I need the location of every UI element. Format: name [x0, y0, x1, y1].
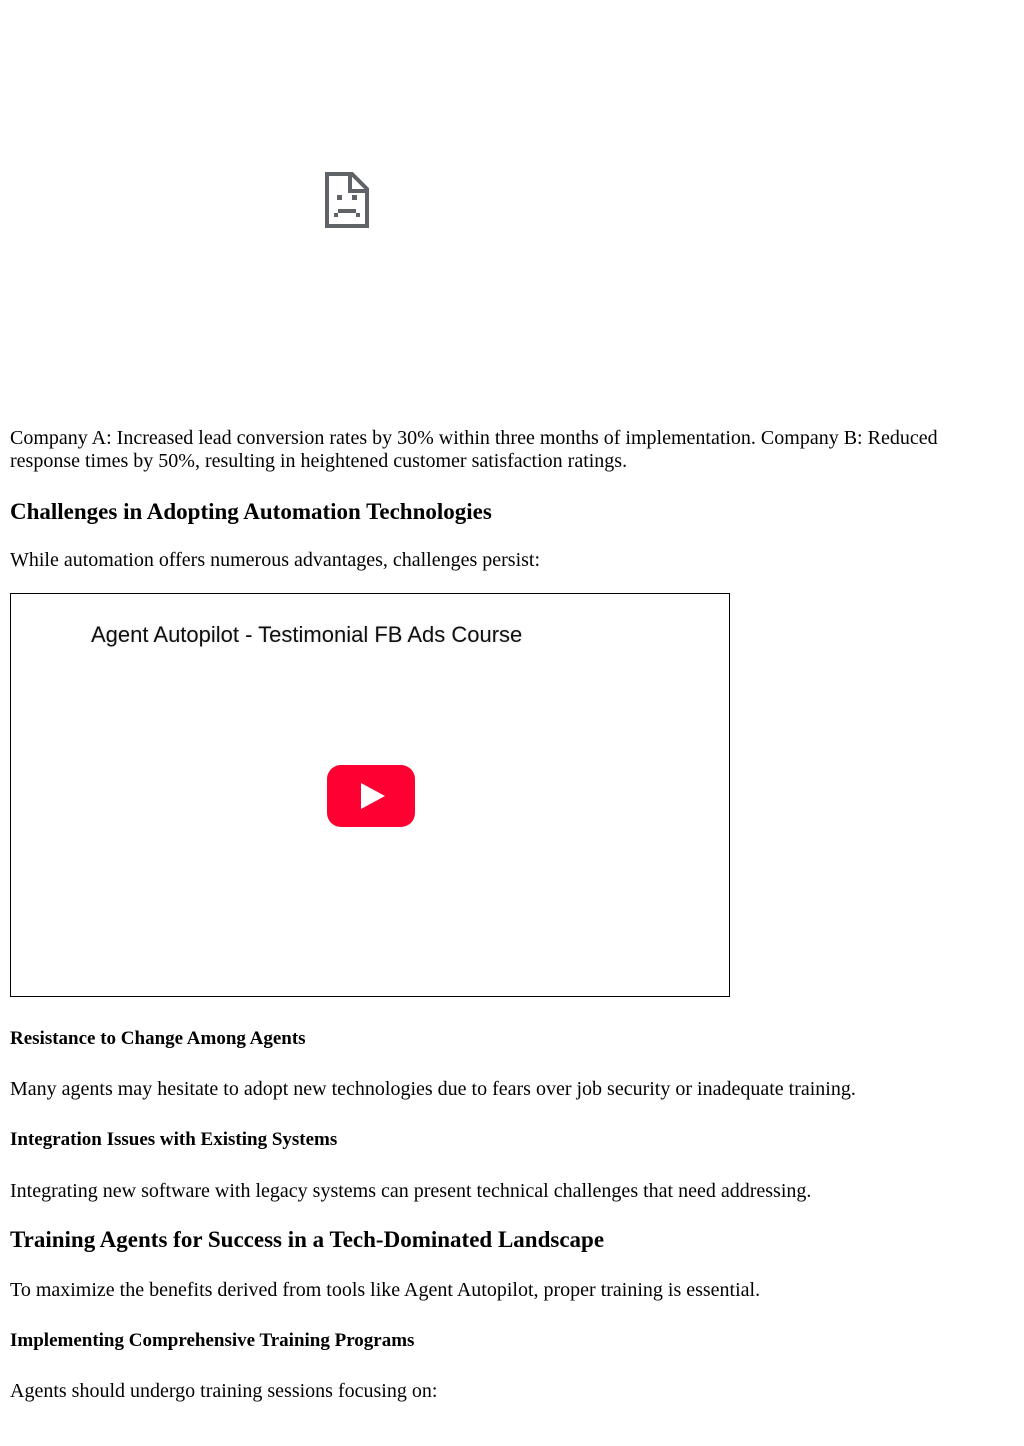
resistance-heading: Resistance to Change Among Agents [10, 1028, 306, 1049]
play-button[interactable] [327, 765, 415, 827]
training-programs-paragraph: Agents should undergo training sessions focusing on: [10, 1380, 438, 1402]
broken-image-icon [324, 171, 370, 229]
video-embed[interactable] [10, 593, 730, 997]
training-heading: Training Agents for Success in a Tech-Dominated Landscape [10, 1227, 605, 1252]
training-programs-heading: Implementing Comprehensive Training Programs [10, 1330, 415, 1351]
integration-heading: Integration Issues with Existing Systems [10, 1129, 338, 1150]
resistance-paragraph: Many agents may hesitate to adopt new technologies due to fears over job security or inadequate training. [10, 1078, 856, 1100]
training-lead-paragraph: To maximize the benefits derived from tools like Agent Autopilot, proper training is essential. [10, 1279, 761, 1301]
video-title[interactable]: Agent Autopilot - Testimonial FB Ads Course [91, 622, 523, 647]
integration-paragraph: Integrating new software with legacy systems can present technical challenges that need addressing. [10, 1180, 812, 1202]
broken-image-placeholder [10, 0, 730, 410]
challenges-heading: Challenges in Adopting Automation Technologies [10, 499, 492, 524]
challenges-lead-paragraph: While automation offers numerous advantages, challenges persist: [10, 549, 541, 571]
company-results-paragraph: Company A: Increased lead conversion rates by 30% within three months of implementation. Company B: Reduced response times by 50%, resulting in heightened customer satisfaction ratings. [10, 427, 938, 472]
